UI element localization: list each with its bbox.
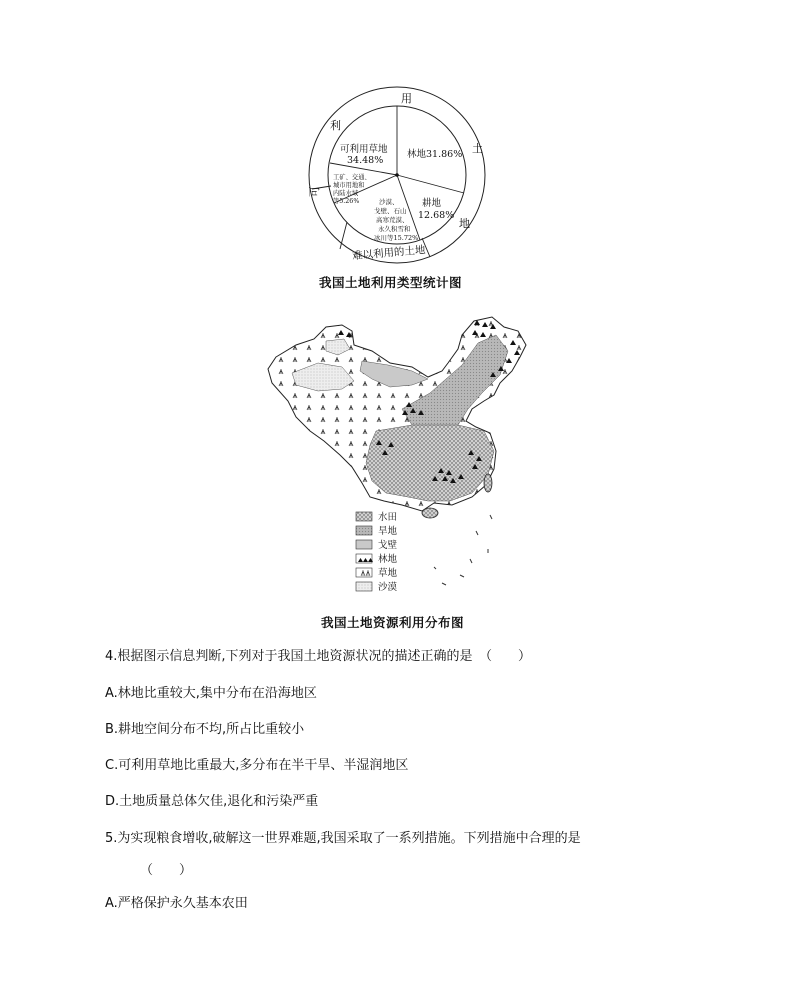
legend-label-paddy: 水田: [378, 512, 398, 523]
legend-swatch-dryland: [356, 526, 372, 535]
legend-label-grass: 草地: [378, 568, 398, 579]
land-resource-map: [262, 305, 532, 605]
slice-industrial-label: 工矿、交通、 城市用地和 内陆水域 等5.26%: [333, 174, 371, 205]
legend-swatch-desert: [356, 582, 372, 591]
slice-desert-label: 沙漠、 戈壁、石山 高寒荒漠、 永久积雪和 冰川等15.72%: [374, 198, 419, 242]
ring-char-tu: 土: [472, 142, 483, 155]
question-4-option-a[interactable]: A.林地比重较大,集中分布在沿海地区: [105, 686, 317, 701]
question-5-text: 5.为实现粮食增收,破解这一世界难题,我国采取了一系列措施。下列措施中合理的是: [105, 831, 581, 846]
slice-farmland-value: 12.68%: [418, 210, 455, 221]
map-caption: 我国土地资源利用分布图: [321, 615, 465, 630]
pie-chart-caption: 我国土地利用类型统计图: [319, 275, 463, 290]
ring-char-yong: 用: [401, 92, 412, 105]
legend-swatch-gobi: [356, 540, 372, 549]
legend-label-dryland: 旱地: [378, 526, 398, 537]
ring-char-di: 地: [459, 217, 470, 230]
legend-label-forest: 林地: [378, 554, 398, 565]
ring-char-ke: 可: [308, 186, 321, 197]
slice-grassland-label: 可利用草地: [340, 144, 388, 155]
land-use-pie-chart: [300, 85, 500, 265]
taiwan-island: [484, 474, 492, 492]
legend-label-desert: 沙漠: [378, 582, 398, 593]
question-5-option-a[interactable]: A.严格保护永久基本农田: [105, 896, 248, 911]
slice-forest-label: 林地31.86%: [407, 149, 463, 160]
question-4-option-b[interactable]: B.耕地空间分布不均,所占比重较小: [105, 722, 305, 737]
question-4-text: 4.根据图示信息判断,下列对于我国土地资源状况的描述正确的是 （ ）: [105, 649, 532, 664]
hainan-island: [422, 508, 438, 518]
ring-char-li: 利: [330, 119, 341, 132]
question-4-option-d[interactable]: D.土地质量总体欠佳,退化和污染严重: [105, 794, 319, 809]
south-sea-islands: [434, 515, 492, 585]
ring-hard-land-label: 难以利用的土地: [351, 244, 426, 263]
question-4-option-c[interactable]: C.可利用草地比重最大,多分布在半干旱、半湿润地区: [105, 758, 409, 773]
legend-label-gobi: 戈壁: [378, 540, 398, 551]
slice-grassland-value: 34.48%: [347, 155, 384, 166]
paddy-region: [366, 425, 494, 501]
question-5-answer-paren[interactable]: （ ）: [140, 863, 193, 878]
legend-swatch-paddy: [356, 512, 372, 521]
map-legend: [356, 511, 398, 593]
slice-farmland-label: 耕地: [422, 198, 442, 209]
